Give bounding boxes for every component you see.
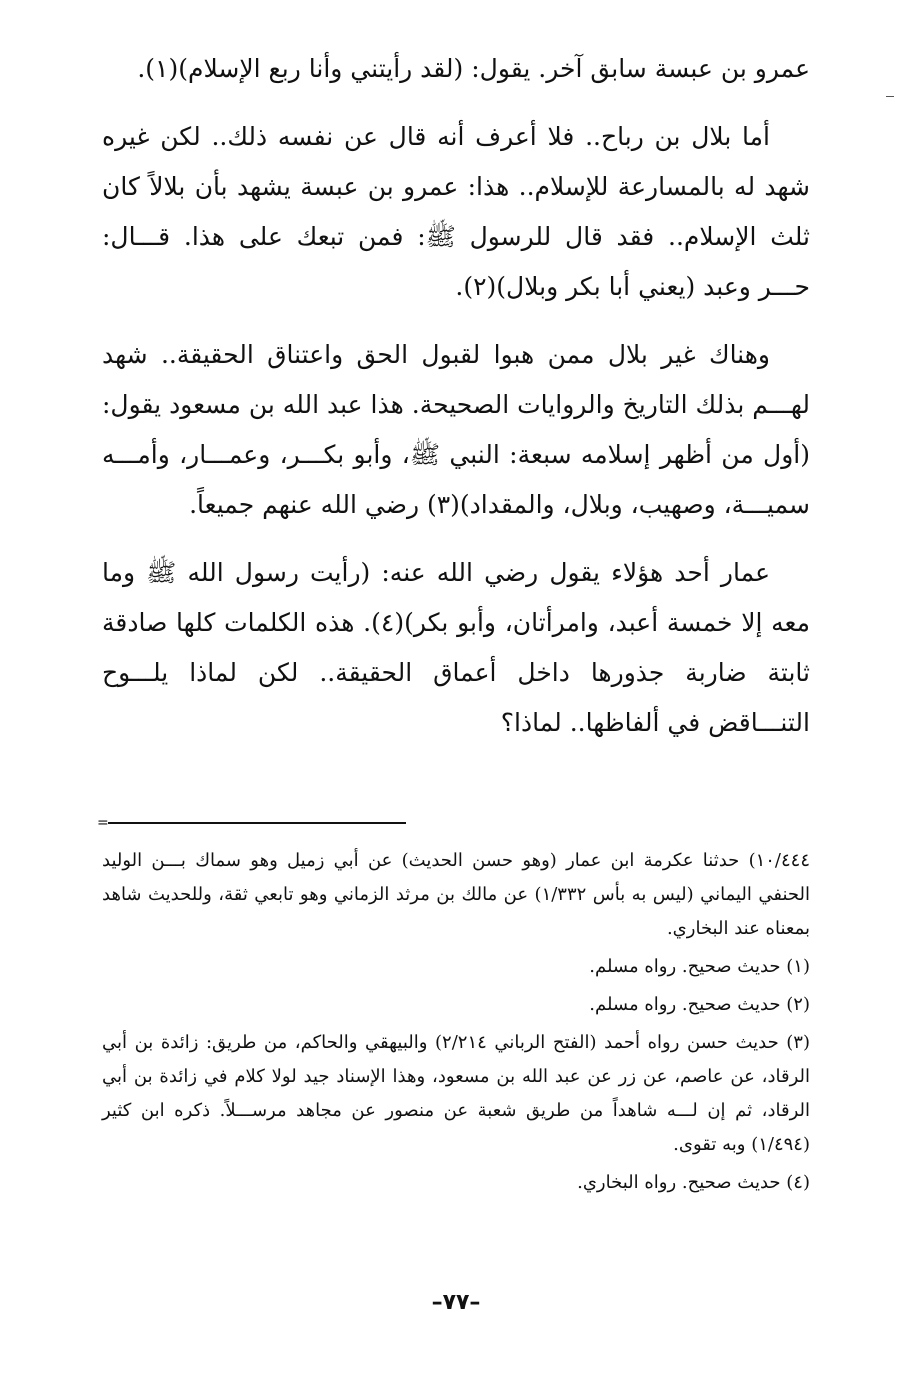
paragraph-1: عمرو بن عبسة سابق آخر. يقول: (لقد رأيتني وأنا ربع الإسلام)(١). <box>137 54 810 83</box>
edge-mark <box>886 96 894 97</box>
paragraph-4: عمار أحد هؤلاء يقول رضي الله عنه: (رأيت رسول الله ﷺ وما معه إلا خمسة أعبد، وامرأتان، وأبو بكر)(٤). هذه الكلمات كلها صادقة ثابتة ضاربة جذورها داخل أعماق الحقيقة.. لكن لماذا يلـــوح التنـــاقض في ألفاظها.. لماذا؟ <box>102 558 810 737</box>
footnote-1: (١) حديث صحيح. رواه مسلم. <box>589 956 810 977</box>
footnote-continuation-marker: = <box>97 815 109 831</box>
footnote-4: (٤) حديث صحيح. رواه البخاري. <box>577 1172 810 1193</box>
paragraph-3: وهناك غير بلال ممن هبوا لقبول الحق واعتناق الحقيقة.. شهد لهـــم بذلك التاريخ والروايات الصحيحة. هذا عبد الله بن مسعود يقول: (أول من أظهر إسلامه سبعة: النبي ﷺ، وأبو بكـــر، وعمـــار، وأمـــه سميـــة، وصهيب، وبلال، والمقداد)(٣) رضي الله عنهم جميعاً. <box>102 340 810 519</box>
main-text <box>102 44 810 766</box>
footnote-continuation: ١٠/٤٤٤) حدثنا عكرمة ابن عمار (وهو حسن الحديث) عن أبي زميل وهو سماك بـــن الوليد الحنفي اليماني (ليس به بأس ١/٣٣٢) عن مالك بن مرثد الزماني وهو تابعي ثقة، وللحديث شاهد بمعناه عند البخاري. <box>102 850 810 939</box>
paragraph-2: أما بلال بن رباح.. فلا أعرف أنه قال عن نفسه ذلك.. لكن غيره شهد له بالمسارعة للإسلام.. هذا: عمرو بن عبسة يشهد بأن بلالاً كان ثلث الإسلام.. فقد قال للرسول ﷺ: فمن تبعك على هذا. قـــال: حـــر وعبد (يعني أبا بكر وبلال)(٢). <box>102 122 810 301</box>
footnote-2: (٢) حديث صحيح. رواه مسلم. <box>589 994 810 1015</box>
footnote-separator <box>108 822 406 824</box>
footnote-3: (٣) حديث حسن رواه أحمد (الفتح الرباني ٢/٢١٤) والبيهقي والحاكم، من طريق: زائدة بن أبي الرقاد، عن عاصم، عن زر عن عبد الله بن مسعود، وهذا الإسناد جيد لولا كلام في زائدة بن أبي الرقاد، ثم إن لـــه شاهداً من طريق شعبة عن منصور عن مجاهد مرســـلاً. ذكره ابن كثير (١/٤٩٤) وبه تقوى. <box>102 1032 810 1155</box>
page-number: –٧٧– <box>431 1290 481 1315</box>
footnotes <box>102 844 810 1204</box>
